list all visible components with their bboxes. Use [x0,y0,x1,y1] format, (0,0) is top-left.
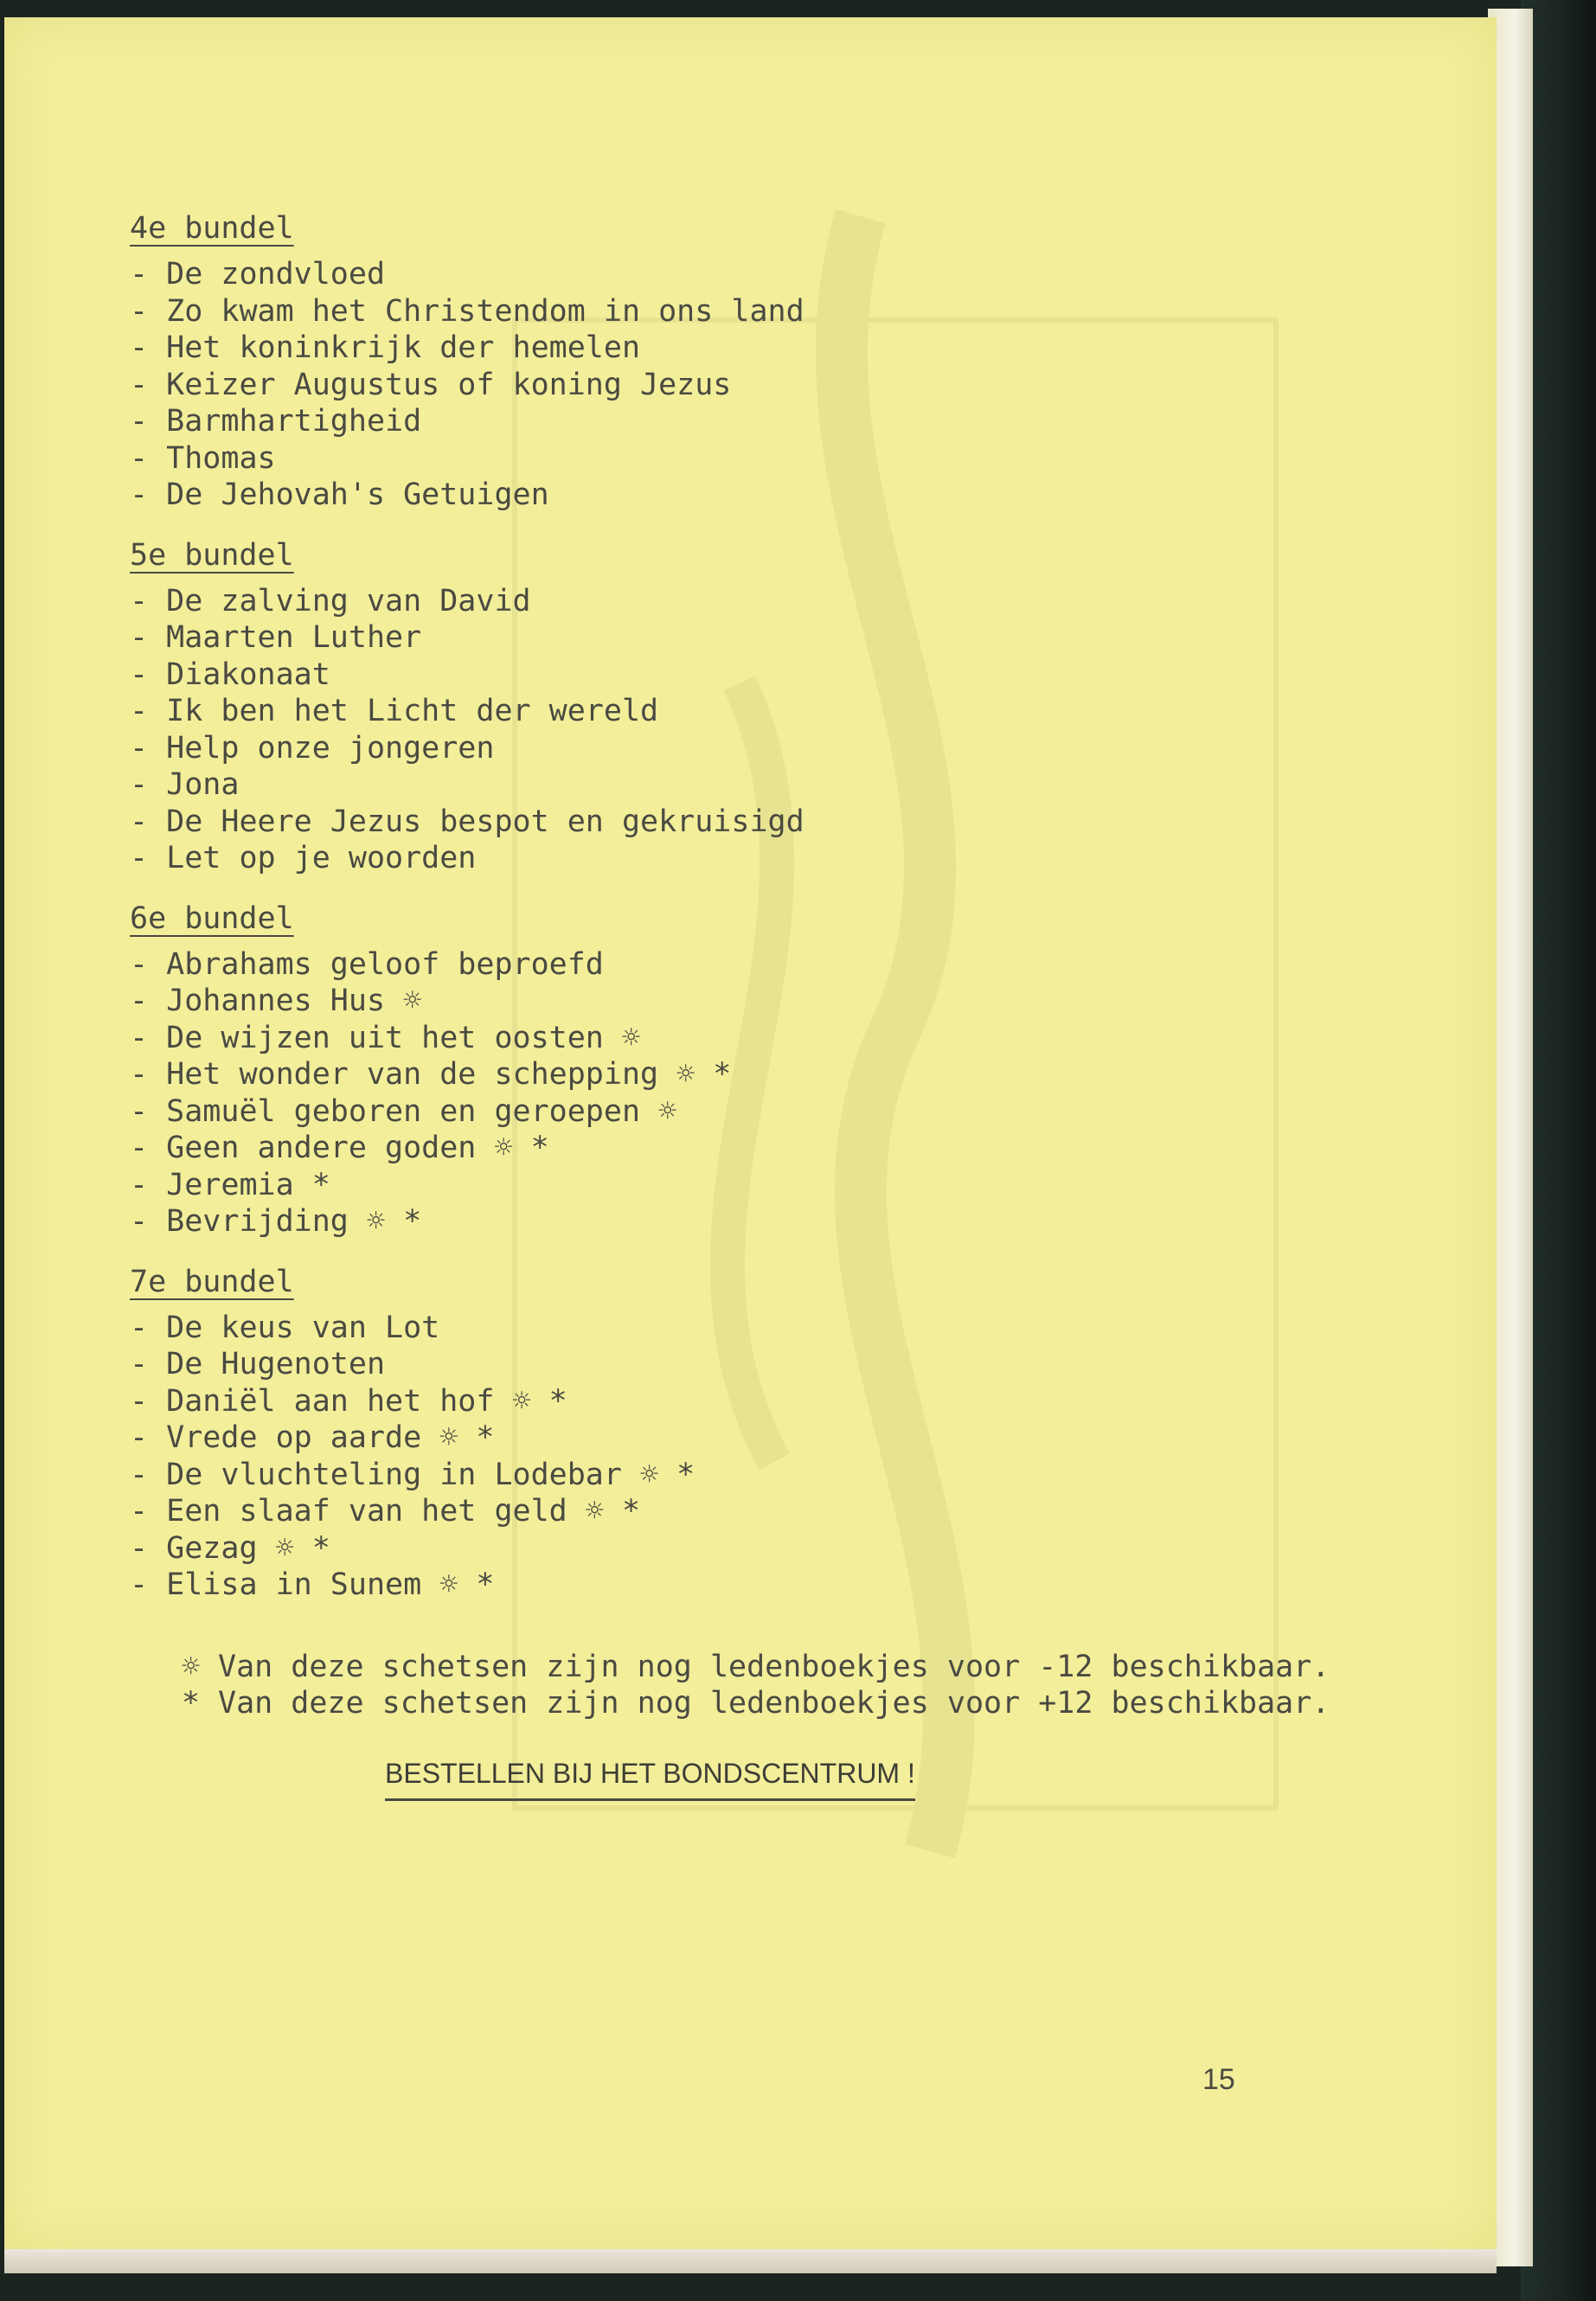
list-item: - De Hugenoten [130,1346,1358,1383]
list-item: - De Heere Jezus bespot en gekruisigd [130,804,1358,841]
section-heading: 7e bundel [130,1264,294,1299]
list-item: - De wijzen uit het oosten ☼ [130,1020,1358,1057]
list-item: - Help onze jongeren [130,730,1358,767]
list-item: - Jeremia * [130,1167,1358,1204]
list-item: - De zalving van David [130,583,1358,620]
sun-icon: ☼ [182,1649,201,1684]
bundle-section [130,535,1358,877]
asterisk-icon: * [182,1686,201,1721]
section-heading: 5e bundel [130,537,294,573]
list-item: - Een slaaf van het geld ☼ * [130,1493,1358,1530]
list-item: - Het wonder van de schepping ☼ * [130,1056,1358,1093]
section-heading: 6e bundel [130,901,294,936]
list-item: - Jona [130,766,1358,804]
sketch-list [130,1310,1358,1604]
list-item: - Vrede op aarde ☼ * [130,1420,1358,1457]
list-item: - Let op je woorden [130,840,1358,877]
list-item: - Thomas [130,440,1358,478]
bundle-section [130,1261,1358,1604]
list-item: - Elisa in Sunem ☼ * [130,1567,1358,1604]
footnote-text: Van deze schetsen zijn nog ledenboekjes voor -12 beschikbaar. [218,1649,1330,1684]
sketch-list [130,946,1358,1240]
list-item: - Maarten Luther [130,619,1358,657]
list-item: - De Jehovah's Getuigen [130,477,1358,514]
list-item: - Daniël aan het hof ☼ * [130,1383,1358,1420]
list-item: - Samuël geboren en geroepen ☼ [130,1093,1358,1131]
list-item: - Johannes Hus ☼ [130,983,1358,1020]
list-item: - Het koninkrijk der hemelen [130,330,1358,367]
sketch-list [130,256,1358,514]
document-content [130,208,1358,1801]
footnotes [182,1649,1358,1722]
order-notice: BESTELLEN BIJ HET BONDSCENTRUM ! [385,1755,915,1802]
list-item: - Keizer Augustus of koning Jezus [130,367,1358,404]
footnote-over-12 [182,1685,1358,1722]
page-number: 15 [1202,2063,1235,2096]
list-item: - Geen andere goden ☼ * [130,1130,1358,1167]
list-item: - De keus van Lot [130,1310,1358,1347]
bundle-section [130,208,1358,514]
list-item: - Ik ben het Licht der wereld [130,693,1358,730]
section-heading: 4e bundel [130,211,294,246]
page-bottom-edge [4,2247,1497,2273]
bundle-sections [130,208,1358,1604]
list-item: - Diakonaat [130,657,1358,694]
list-item: - Barmhartigheid [130,403,1358,440]
list-item: - Zo kwam het Christendom in ons land [130,293,1358,330]
bundle-section [130,898,1358,1240]
sketch-list [130,583,1358,877]
list-item: - De zondvloed [130,256,1358,293]
list-item: - Abrahams geloof beproefd [130,946,1358,984]
list-item: - Bevrijding ☼ * [130,1203,1358,1240]
footnote-text: Van deze schetsen zijn nog ledenboekjes voor +12 beschikbaar. [218,1686,1330,1721]
list-item: - Gezag ☼ * [130,1530,1358,1567]
list-item: - De vluchteling in Lodebar ☼ * [130,1457,1358,1494]
footnote-under-12 [182,1649,1358,1686]
